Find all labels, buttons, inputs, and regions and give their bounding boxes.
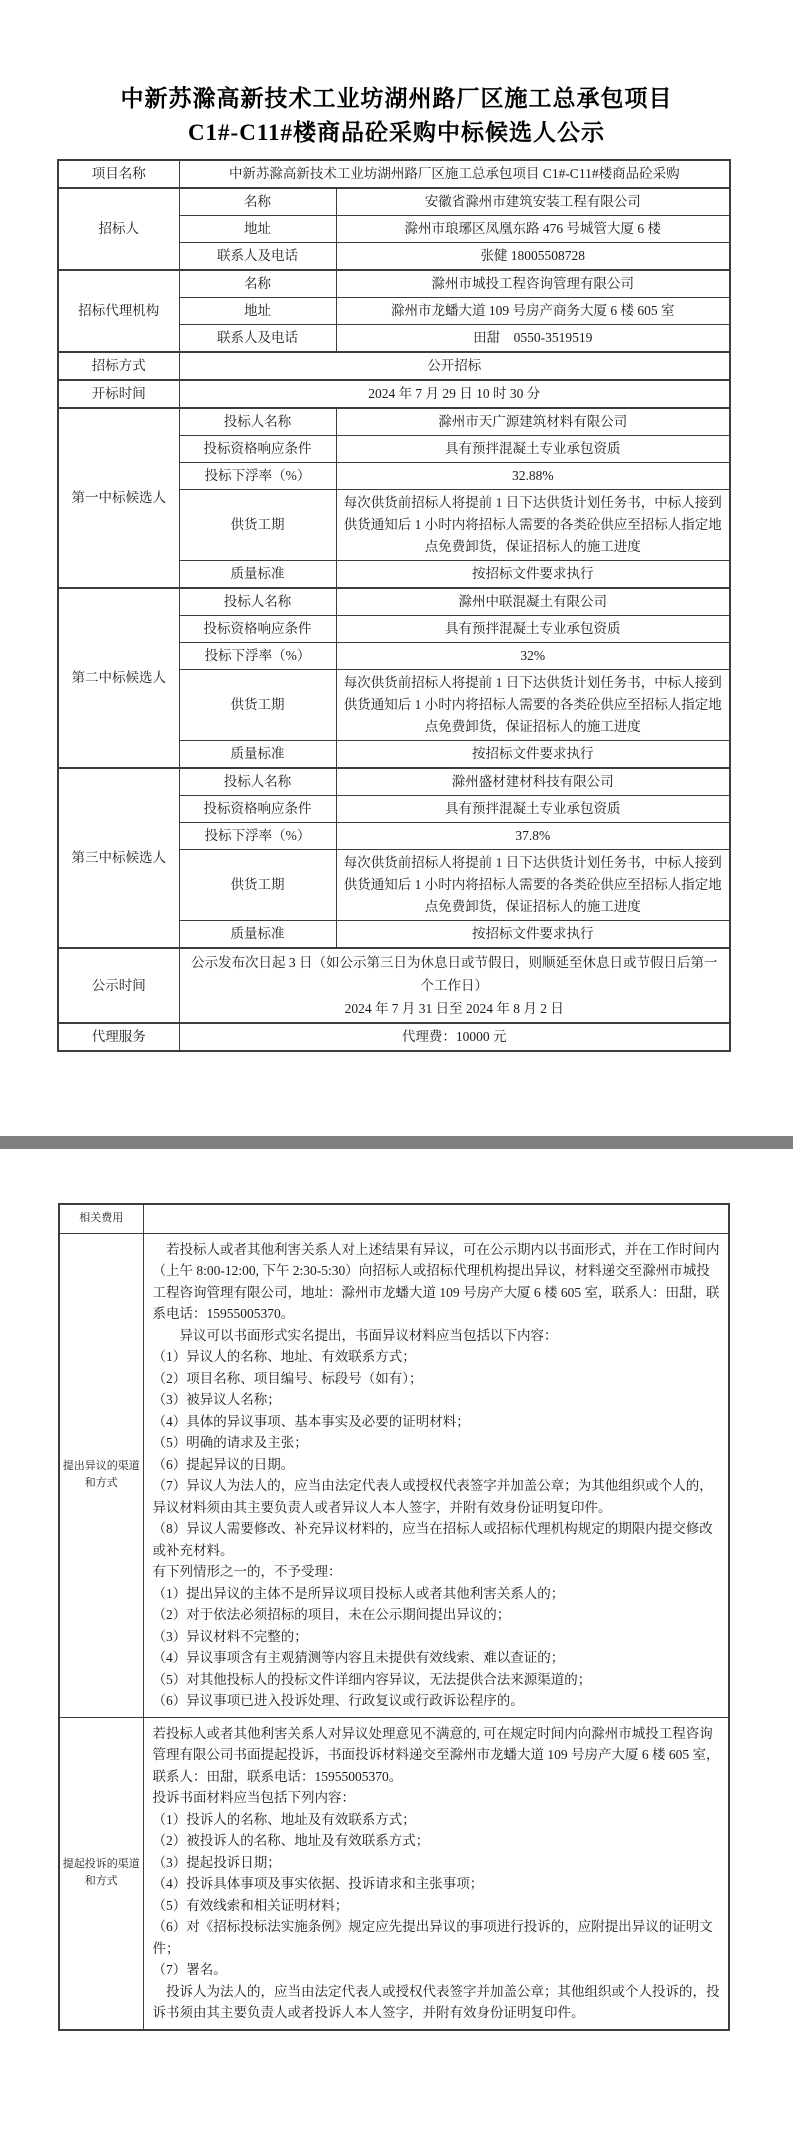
objection-complaint-table xyxy=(58,1203,730,2031)
objection-paragraph: （5）对其他投标人的投标文件详细内容异议，无法提供合法来源渠道的； xyxy=(152,1671,592,1687)
label-qualification: 投标资格响应条件 xyxy=(179,616,336,643)
value-candidate3-rate: 37.8% xyxy=(336,823,730,850)
table-row-publicity-time xyxy=(58,948,730,1023)
label-supply-period: 供货工期 xyxy=(179,670,336,741)
objection-paragraph: （1）提出异议的主体不是所异议项目投标人或者其他利害关系人的； xyxy=(152,1585,565,1601)
label-agency-name: 名称 xyxy=(179,270,336,298)
label-supply-period: 供货工期 xyxy=(179,850,336,921)
value-candidate3-quality: 按招标文件要求执行 xyxy=(336,921,730,949)
table-row-candidate3-bidder xyxy=(58,768,730,796)
complaint-paragraph: 若投标人或者其他利害关系人对异议处理意见不满意的, 可在规定时间内向滁州市城投工程咨询管理有限公司书面提起投诉，书面投诉材料递交至滁州市龙蟠大道 109 号房产大厦 6 楼 605 室，联系人：田甜，联系电话：15955005370。 xyxy=(152,1725,720,1784)
label-bidder-name: 投标人名称 xyxy=(179,768,336,796)
label-supply-period: 供货工期 xyxy=(179,490,336,561)
complaint-paragraph: （1）投诉人的名称、地址及有效联系方式； xyxy=(152,1811,416,1827)
complaint-paragraph: 投诉书面材料应当包括下列内容： xyxy=(152,1790,355,1805)
announcement-table xyxy=(57,159,731,1052)
value-agency-name: 滁州市城投工程咨询管理有限公司 xyxy=(336,270,730,298)
table-row-tenderer-name xyxy=(58,188,730,216)
page-title-line1: 中新苏滁高新技术工业坊湖州路厂区施工总承包项目 xyxy=(120,86,673,111)
table-row-open-time xyxy=(58,380,730,408)
label-objection-channel: 提出异议的渠道和方式 xyxy=(59,1233,143,1717)
value-agency-contact: 田甜 0550-3519519 xyxy=(336,325,730,353)
label-agency-contact: 联系人及电话 xyxy=(179,325,336,353)
label-agency: 招标代理机构 xyxy=(58,270,179,352)
label-tenderer-name: 名称 xyxy=(179,188,336,216)
page-title-line2: C1#-C11#楼商品砼采购中标候选人公示 xyxy=(187,120,606,145)
value-objection-channel xyxy=(143,1233,729,1717)
table-row-complaint xyxy=(59,1717,729,2030)
value-candidate2-qualification: 具有预拌混凝土专业承包资质 xyxy=(336,616,730,643)
value-project-name: 中新苏滁高新技术工业坊湖州路厂区施工总承包项目 C1#-C11#楼商品砼采购 xyxy=(179,160,730,188)
label-open-time: 开标时间 xyxy=(58,380,179,408)
objection-paragraph: （5）明确的请求及主张； xyxy=(152,1435,308,1450)
value-tenderer-name: 安徽省滁州市建筑安装工程有限公司 xyxy=(336,188,730,216)
objection-paragraph: 异议可以书面形式实名提出，书面异议材料应当包括以下内容： xyxy=(179,1327,558,1343)
complaint-paragraph: 投诉人为法人的，应当由法定代表人或授权代表签字并加盖公章；其他组织或个人投诉的，投诉书须由其主要负责人或者投诉人本人签字，并附有效身份证明复印件。 xyxy=(152,1983,720,2020)
label-agency-addr: 地址 xyxy=(179,298,336,325)
objection-paragraph: （6）提起异议的日期。 xyxy=(152,1456,295,1472)
label-candidate-1: 第一中标候选人 xyxy=(58,408,179,588)
objection-paragraph: （4）异议事项含有主观猜测等内容且未提供有效线索、难以查证的； xyxy=(152,1650,565,1665)
complaint-paragraph: （2）被投诉人的名称、地址及有效联系方式； xyxy=(152,1833,430,1848)
label-tenderer: 招标人 xyxy=(58,188,179,270)
value-candidate2-bidder: 滁州中联混凝土有限公司 xyxy=(336,588,730,616)
table-row-candidate1-bidder xyxy=(58,408,730,436)
table-row-agency-service xyxy=(58,1023,730,1051)
table-row-agency-name xyxy=(58,270,730,298)
table-row-candidate2-bidder xyxy=(58,588,730,616)
table-row-objection xyxy=(59,1233,729,1717)
publicity-time-line1: 公示发布次日起 3 日（如公示第三日为休息日或节假日，则顺延至休息日或节假日后第一个工作日） xyxy=(191,955,718,993)
label-complaint-channel: 提起投诉的渠道和方式 xyxy=(59,1717,143,2030)
value-agency-addr: 滁州市龙蟠大道 109 号房产商务大厦 6 楼 605 室 xyxy=(336,298,730,325)
objection-paragraph: （1）异议人的名称、地址、有效联系方式； xyxy=(152,1349,416,1364)
value-related-fee xyxy=(143,1204,729,1233)
label-tender-method: 招标方式 xyxy=(58,352,179,380)
value-tenderer-contact: 张健 18005508728 xyxy=(336,243,730,271)
value-candidate1-qualification: 具有预拌混凝土专业承包资质 xyxy=(336,436,730,463)
complaint-paragraph: （4）投诉具体事项及事实依据、投诉请求和主张事项； xyxy=(152,1876,484,1891)
objection-paragraph: （3）异议材料不完整的； xyxy=(152,1628,308,1644)
objection-paragraph: （2）项目名称、项目编号、标段号（如有）； xyxy=(152,1370,423,1386)
label-project-name: 项目名称 xyxy=(58,160,179,188)
value-candidate1-supply: 每次供货前招标人将提前 1 日下达供货计划任务书，中标人接到供货通知后 1 小时内将招标人需要的各类砼供应至招标人指定地点免费卸货，保证招标人的施工进度 xyxy=(336,490,730,561)
label-quality-standard: 质量标准 xyxy=(179,921,336,949)
label-quality-standard: 质量标准 xyxy=(179,561,336,589)
label-qualification: 投标资格响应条件 xyxy=(179,436,336,463)
value-candidate2-quality: 按招标文件要求执行 xyxy=(336,741,730,769)
objection-paragraph: （7）异议人为法人的，应当由法定代表人或授权代表签字并加盖公章；为其他组织或个人的，异议材料须由其主要负责人或者异议人本人签字，并附有效身份证明复印件。 xyxy=(152,1478,713,1515)
label-tenderer-addr: 地址 xyxy=(179,216,336,243)
value-open-time: 2024 年 7 月 29 日 10 时 30 分 xyxy=(179,380,730,408)
table-row-related-fee xyxy=(59,1204,729,1233)
value-complaint-channel xyxy=(143,1717,729,2030)
objection-paragraph: （6）异议事项已进入投诉处理、行政复议或行政诉讼程序的。 xyxy=(152,1693,524,1708)
label-bidder-name: 投标人名称 xyxy=(179,408,336,436)
objection-paragraph: （4）具体的异议事项、基本事实及必要的证明材料； xyxy=(152,1413,470,1429)
label-tenderer-contact: 联系人及电话 xyxy=(179,243,336,271)
value-tenderer-addr: 滁州市琅琊区凤凰东路 476 号城管大厦 6 楼 xyxy=(336,216,730,243)
table-row-project xyxy=(58,160,730,188)
table-row-method xyxy=(58,352,730,380)
page-title xyxy=(0,0,793,150)
label-candidate-2: 第二中标候选人 xyxy=(58,588,179,768)
complaint-paragraph: （6）对《招标投标法实施条例》规定应先提出异议的事项进行投诉的，应附提出异议的证明文件； xyxy=(152,1919,713,1956)
complaint-paragraph: （5）有效线索和相关证明材料； xyxy=(152,1897,349,1913)
complaint-paragraph: （3）提起投诉日期； xyxy=(152,1854,281,1870)
value-candidate2-supply: 每次供货前招标人将提前 1 日下达供货计划任务书，中标人接到供货通知后 1 小时内将招标人需要的各类砼供应至招标人指定地点免费卸货，保证招标人的施工进度 xyxy=(336,670,730,741)
label-qualification: 投标资格响应条件 xyxy=(179,796,336,823)
value-candidate1-quality: 按招标文件要求执行 xyxy=(336,561,730,589)
value-tender-method: 公开招标 xyxy=(179,352,730,380)
publicity-time-line2: 2024 年 7 月 31 日至 2024 年 8 月 2 日 xyxy=(344,1001,564,1016)
value-candidate1-bidder: 滁州市天广源建筑材料有限公司 xyxy=(336,408,730,436)
objection-paragraph: （3）被异议人名称； xyxy=(152,1392,281,1407)
objection-paragraph: （2）对于依法必须招标的项目，未在公示期间提出异议的； xyxy=(152,1607,511,1622)
label-bidder-name: 投标人名称 xyxy=(179,588,336,616)
objection-paragraph: （8）异议人需要修改、补充异议材料的，应当在招标人或招标代理机构规定的期限内提交修改或补充材料。 xyxy=(152,1521,713,1558)
label-discount-rate: 投标下浮率（%） xyxy=(179,823,336,850)
label-publicity-time: 公示时间 xyxy=(58,948,179,1023)
value-publicity-time xyxy=(179,948,730,1023)
page-separator-bar xyxy=(0,1136,793,1149)
objection-paragraph: 有下列情形之一的，不予受理： xyxy=(152,1564,342,1579)
value-candidate3-qualification: 具有预拌混凝土专业承包资质 xyxy=(336,796,730,823)
complaint-paragraph: （7）署名。 xyxy=(152,1962,227,1977)
label-related-fee: 相关费用 xyxy=(59,1204,143,1233)
value-candidate3-bidder: 滁州盛材建材科技有限公司 xyxy=(336,768,730,796)
value-agency-service: 代理费：10000 元 xyxy=(179,1023,730,1051)
label-candidate-3: 第三中标候选人 xyxy=(58,768,179,948)
value-candidate1-rate: 32.88% xyxy=(336,463,730,490)
value-candidate3-supply: 每次供货前招标人将提前 1 日下达供货计划任务书，中标人接到供货通知后 1 小时内将招标人需要的各类砼供应至招标人指定地点免费卸货，保证招标人的施工进度 xyxy=(336,850,730,921)
value-candidate2-rate: 32% xyxy=(336,643,730,670)
objection-paragraph: 若投标人或者其他利害关系人对上述结果有异议，可在公示期内以书面形式，并在工作时间内（上午 8:00-12:00, 下午 2:30-5:30）向招标人或招标代理机构提出异议，材料递交至滁州市城投工程咨询管理有限公司，地址：滁州市龙蟠大道 109 号房产大厦 6 楼 605 室，联系人：田甜，联系电话：15955005370。 xyxy=(152,1241,720,1321)
label-agency-service: 代理服务 xyxy=(58,1023,179,1051)
label-discount-rate: 投标下浮率（%） xyxy=(179,643,336,670)
label-quality-standard: 质量标准 xyxy=(179,741,336,769)
label-discount-rate: 投标下浮率（%） xyxy=(179,463,336,490)
